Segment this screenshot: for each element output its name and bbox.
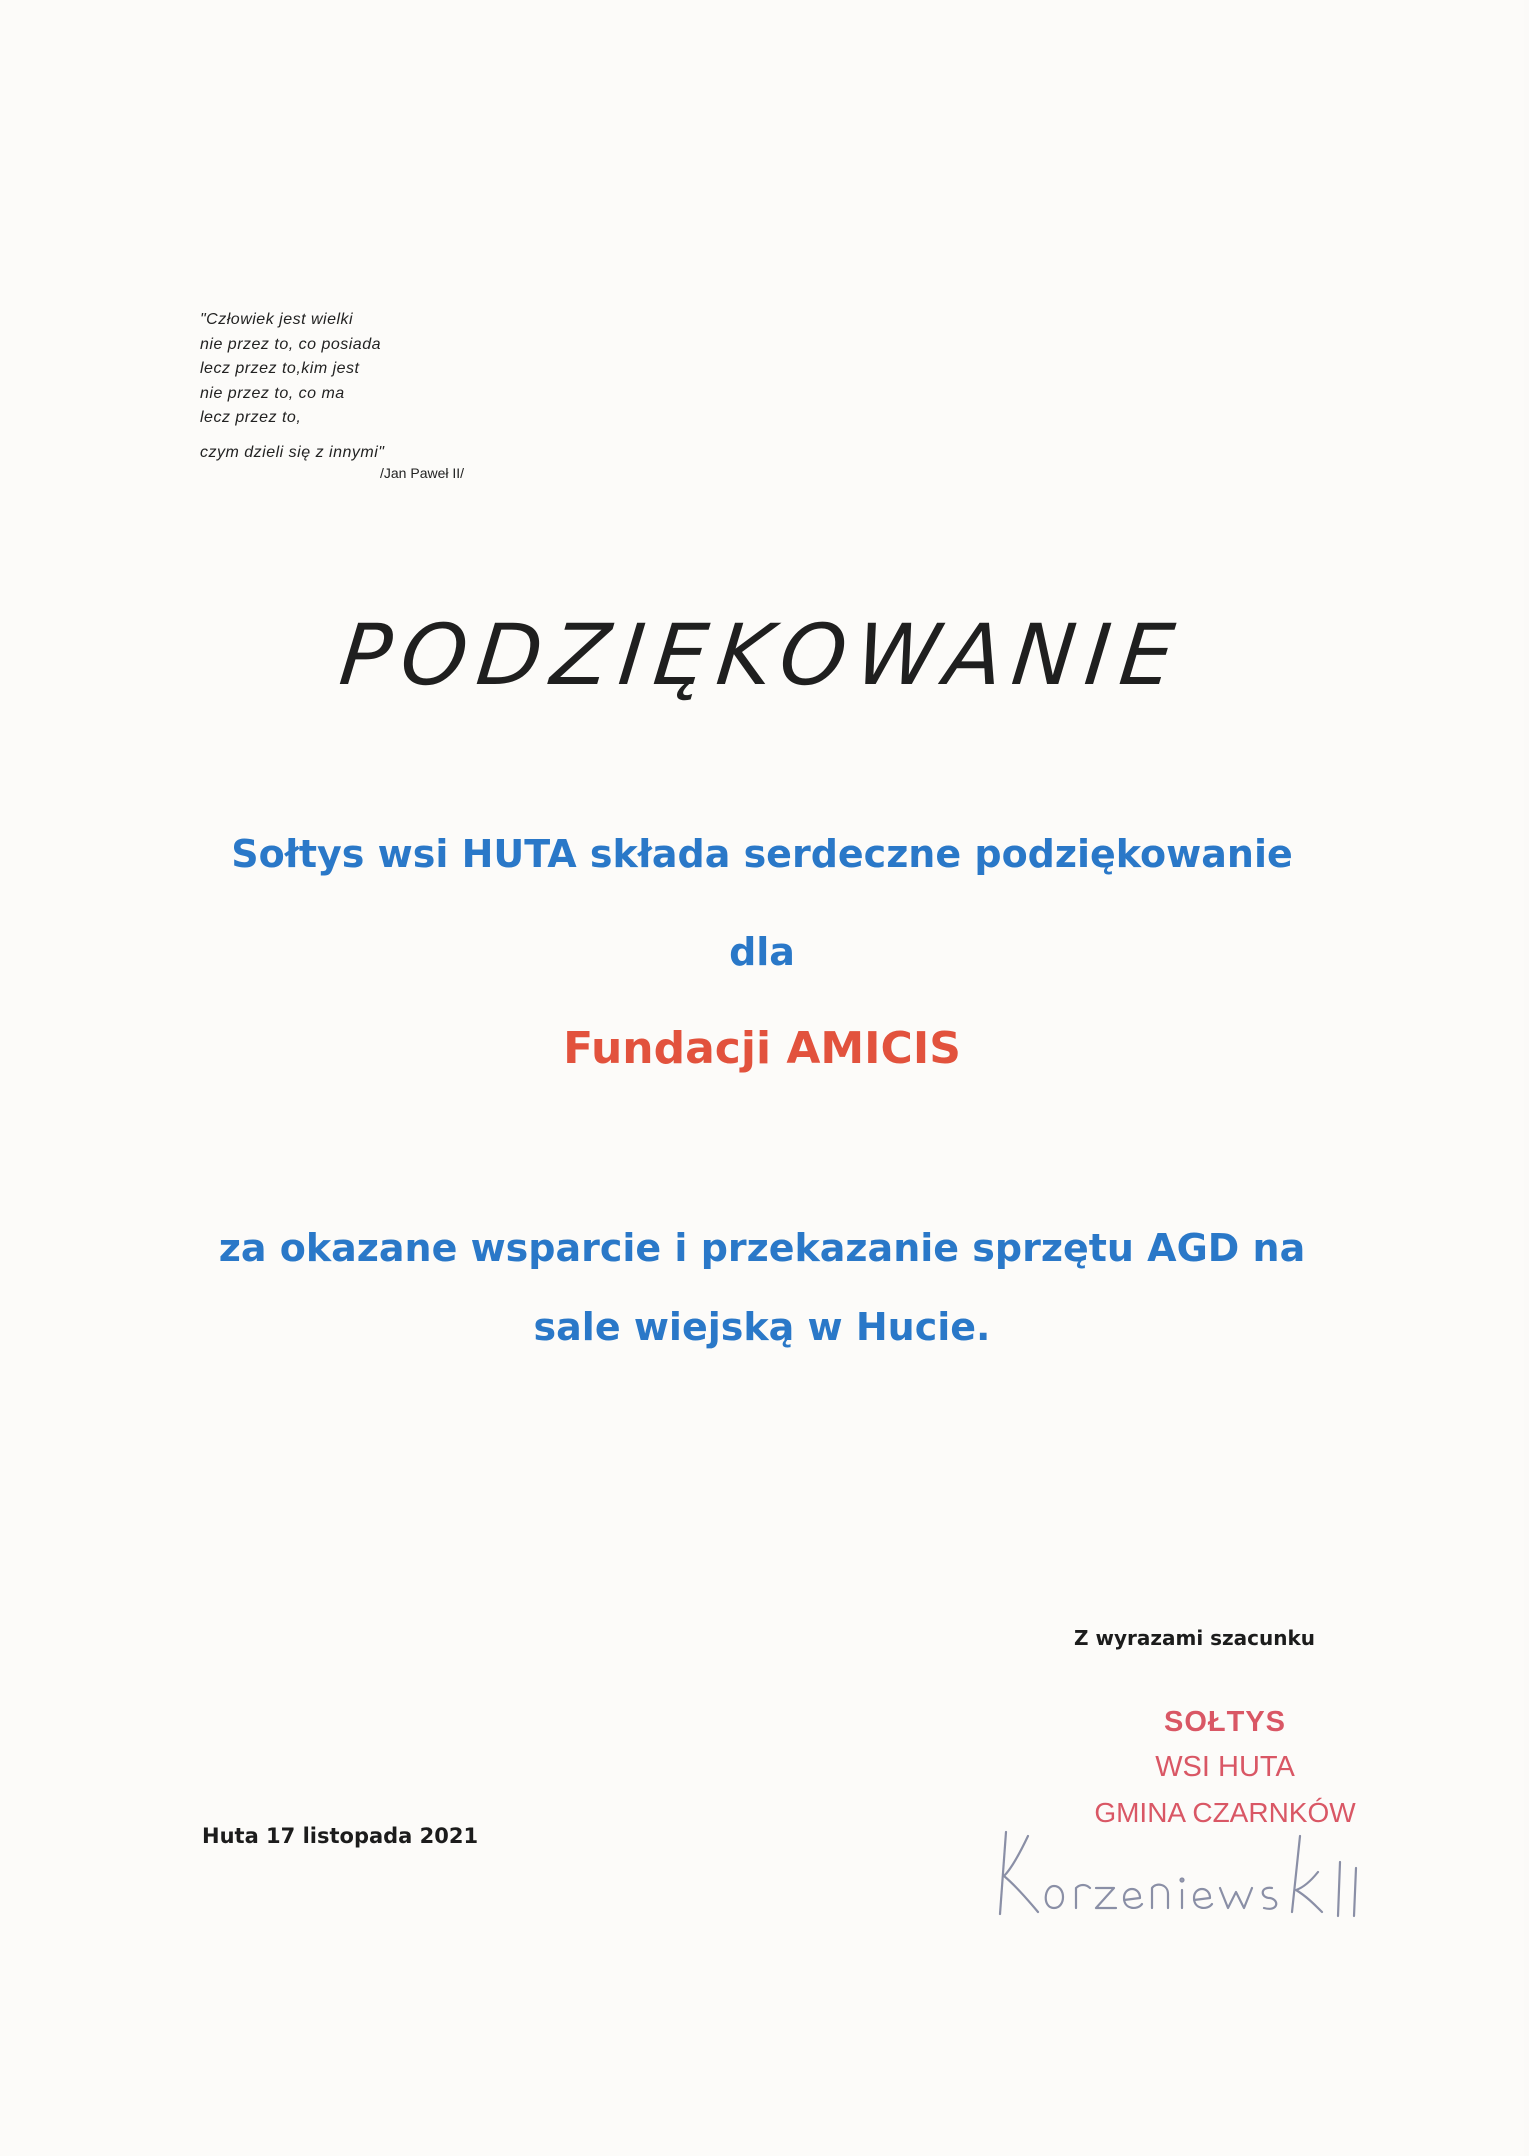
quote-line: lecz przez to,kim jest	[200, 360, 360, 377]
stamp-line: SOŁTYS	[1163, 1706, 1286, 1738]
handwritten-signature	[988, 1799, 1388, 1922]
document-date: Huta 17 listopada 2021	[202, 1824, 479, 1848]
quote-line: czym dzieli się z innymi"	[200, 443, 385, 461]
stamp-line: WSI HUTA	[1155, 1751, 1295, 1783]
quote-line: lecz przez to,	[200, 409, 302, 426]
body-line-sender: Sołtys wsi HUTA składa serdeczne podziękowanie	[231, 832, 1293, 876]
recipient-name: Fundacji AMICIS	[563, 1023, 961, 1074]
quote-line: "Człowiek jest wielki	[200, 311, 354, 328]
body-line-reason-cont: sale wiejską w Hucie.	[533, 1305, 991, 1349]
quote-block	[200, 308, 520, 483]
signature-text: Korzeniewski	[988, 1799, 1083, 1816]
quote-line: nie przez to, co posiada	[200, 335, 381, 353]
closing-regards: Z wyrazami szacunku	[1074, 1626, 1316, 1650]
quote-line: nie przez to, co ma	[200, 384, 345, 402]
body-line-for: dla	[729, 930, 795, 974]
page-title: PODZIĘKOWANIE	[335, 606, 1189, 704]
quote-author: /Jan Paweł II/	[380, 465, 465, 481]
stamp-line: GMINA CZARNKÓW	[1094, 1797, 1356, 1828]
body-line-reason: za okazane wsparcie i przekazanie sprzętu AGD na	[218, 1226, 1306, 1270]
